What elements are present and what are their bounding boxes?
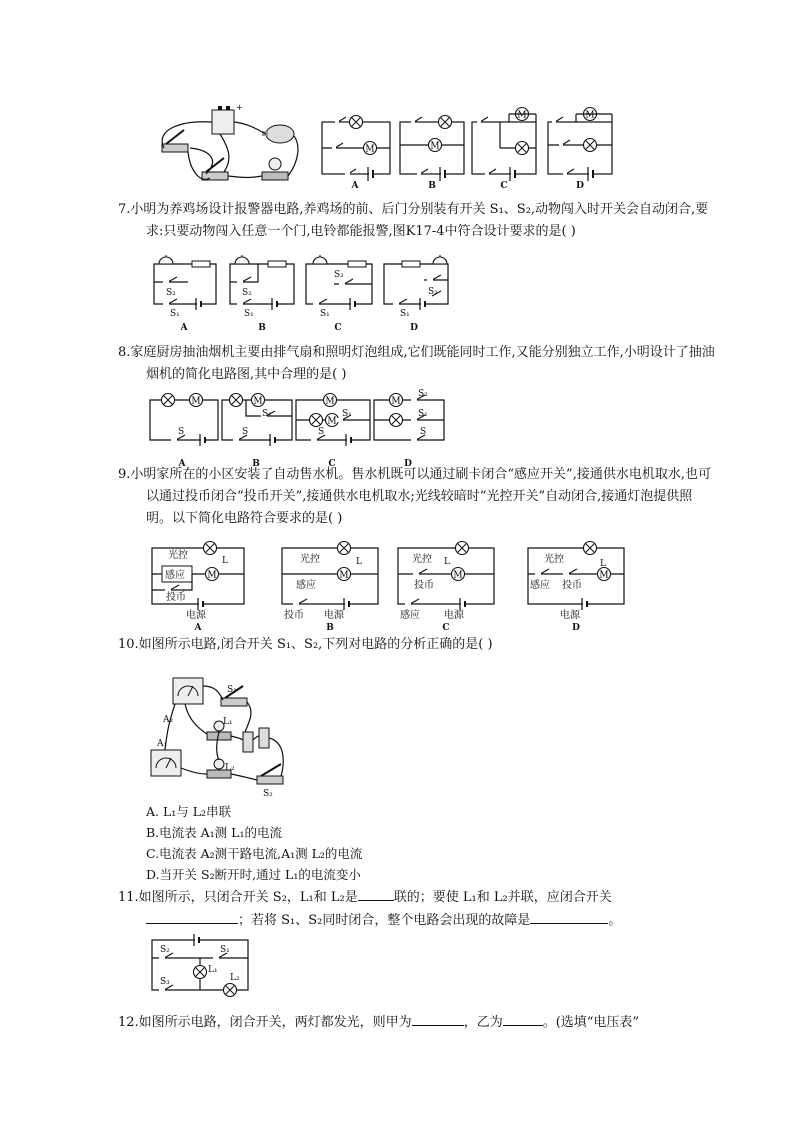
q9-caption-d: D: [572, 623, 580, 633]
q9-d-l-label: L: [600, 559, 606, 569]
q8-option-c-circuit: [296, 394, 370, 447]
q12-part2: ，乙为: [463, 1015, 503, 1030]
q8-option-b-circuit: [222, 394, 292, 447]
q6-option-c-circuit: [472, 108, 536, 182]
q7-d-s2-label: S₂: [428, 287, 438, 297]
q6-option-d-circuit: [548, 108, 612, 182]
q10-option-d[interactable]: D.当开关 S₂断开时,通过 L₁的电流变小: [146, 867, 361, 882]
q8-caption-a: A: [178, 459, 186, 469]
q11-s3-label: S₃: [160, 977, 170, 987]
q9-b-coin-label: 投币: [284, 610, 304, 621]
svg-text:+: +: [236, 103, 243, 112]
q9-b-sense-label: 感应: [296, 580, 316, 591]
q7-caption-b: B: [258, 323, 266, 333]
q8-text: 8.家庭厨房抽油烟机主要由排气扇和照明灯泡组成,它们既能同时工作,又能分别独立工作,小明设计了抽油烟机的简化电路图,其中合理的是( ): [118, 345, 715, 382]
q7-b-s2-label: S₂: [242, 288, 252, 298]
q8-b-s1-label: S₁: [262, 409, 272, 419]
q10-l2-label: L₂: [225, 763, 235, 773]
question-10: [118, 634, 718, 656]
q9-caption-c: C: [442, 623, 450, 633]
q6-option-b-circuit: [400, 116, 464, 182]
q7-caption-a: A: [180, 323, 188, 333]
q6-caption-c: C: [500, 181, 508, 191]
q12-part3: 。(选填“电压表”: [542, 1015, 640, 1030]
q12-part1: 12.如图所示电路，闭合开关，两灯都发光，则甲为: [118, 1015, 412, 1030]
question-9: [118, 464, 718, 530]
q7-a-s1-label: S₁: [170, 309, 180, 319]
q11-part3: ；若将 S₁、S₂同时闭合，整个电路会出现的故障是: [238, 913, 531, 928]
q8-caption-c: C: [328, 459, 336, 469]
q8-d-s-label: S: [420, 427, 427, 437]
question-7: [118, 199, 718, 243]
q11-s1-label: S₁: [220, 945, 230, 955]
q8-option-a-circuit: [150, 394, 218, 447]
q6-caption-b: B: [428, 181, 436, 191]
q9-caption-a: A: [194, 623, 202, 633]
question-11: [118, 886, 718, 932]
q9-c-light-label: 光控: [412, 554, 432, 565]
q7-option-c-circuit: [306, 255, 372, 310]
q8-c-s1-label: S₁: [342, 409, 352, 419]
question-12: [118, 1011, 758, 1034]
q7-d-s1-label: S₁: [400, 309, 410, 319]
q10-figure: [145, 672, 305, 802]
question-8: [118, 342, 718, 386]
q9-d-sense-label: 感应: [530, 580, 550, 591]
q7-option-a-circuit: [154, 255, 216, 310]
q10-options: [146, 801, 646, 885]
q9-a-l-label: L: [222, 556, 228, 566]
q11-s2-label: S₂: [160, 945, 170, 955]
q11-blank-3[interactable]: [530, 909, 608, 924]
q10-a1-label: A₁: [157, 739, 168, 749]
q7-caption-d: D: [410, 323, 418, 333]
q7-c-s2-label: S₂: [334, 270, 344, 280]
q9-a-sense-label: 感应: [165, 570, 185, 581]
q11-part4: 。: [608, 913, 622, 928]
q9-c-coin-label: 投币: [414, 580, 434, 591]
q6-caption-d: D: [576, 181, 584, 191]
q11-blank-1[interactable]: [358, 886, 394, 901]
q11-l2-label: L₂: [230, 973, 240, 983]
q9-c-power-label: 电源: [444, 610, 464, 621]
q10-l1-label: L₁: [223, 717, 233, 727]
q12-blank-1[interactable]: [412, 1011, 464, 1026]
q8-figure: [146, 386, 456, 471]
q9-a-power-label: 电源: [186, 610, 206, 621]
q6-caption-a: A: [351, 181, 359, 191]
q9-d-light-label: 光控: [544, 554, 564, 565]
q9-text: 9.小明家所在的小区安装了自动售水机。售水机既可以通过刷卡闭合“感应开关”,接通供水电机取水,也可以通过投币闭合“投币开关”,接通供水电机取水;光线较暗时“光控开关”自动闭合,接通灯泡提供照明。以下简化电路符合要求的是( ): [118, 467, 711, 526]
q9-b-light-label: 光控: [300, 554, 320, 565]
q8-a-s-label: S: [178, 427, 185, 437]
q6-physical-drawing: [162, 103, 298, 180]
q11-l1-label: L₁: [208, 965, 218, 975]
q7-b-s1-label: S₁: [244, 309, 254, 319]
q9-c-l-label: L: [444, 557, 450, 567]
q12-blank-2[interactable]: [503, 1011, 543, 1026]
q11-blank-2[interactable]: [146, 909, 238, 924]
q9-a-light-label: 光控: [168, 550, 188, 561]
q10-s1-label: S₁: [227, 685, 237, 695]
q9-option-c-circuit: [398, 542, 494, 611]
q9-d-power-label: 电源: [560, 610, 580, 621]
q7-option-b-circuit: [230, 255, 294, 310]
q7-caption-c: C: [334, 323, 342, 333]
q10-s2-label: S₂: [263, 789, 273, 799]
q8-caption-d: D: [404, 459, 412, 469]
q9-c-sense-label: 感应: [400, 610, 420, 621]
q10-a2-label: A₂: [163, 715, 174, 725]
q9-d-coin-label: 投币: [562, 580, 582, 591]
q7-c-s1-label: S₁: [320, 309, 330, 319]
q9-figure: [148, 538, 638, 634]
q8-caption-b: B: [252, 459, 260, 469]
q10-option-a[interactable]: A. L₁与 L₂串联: [146, 804, 232, 819]
q9-option-d-circuit: [528, 542, 624, 611]
q9-a-coin-label: 投币: [166, 592, 186, 603]
q6-figure: M + A B C D: [150, 100, 610, 195]
q10-option-c[interactable]: C.电流表 A₂测干路电流,A₁测 L₂的电流: [146, 846, 363, 861]
q7-text: 7.小明为养鸡场设计报警器电路,养鸡场的前、后门分别装有开关 S₁、S₂,动物闯入时开关会自动闭合,要求:只要动物闯入任意一个门,电铃都能报警,图K17-4中符合设计要求的是( ): [118, 202, 709, 239]
q7-a-s2-label: S₂: [166, 288, 176, 298]
q8-c-s-label: S: [318, 427, 325, 437]
q9-b-l-label: L: [356, 557, 362, 567]
q8-option-d-circuit: [374, 394, 444, 443]
q9-option-b-circuit: [282, 542, 378, 611]
q9-b-power-label: 电源: [324, 610, 344, 621]
q8-d-s1-label: S₁: [418, 409, 428, 419]
q10-text: 10.如图所示电路,闭合开关 S₁、S₂,下列对电路的分析正确的是( ): [118, 637, 493, 652]
q11-figure: [148, 932, 258, 1004]
q11-part2: 联的；要使 L₁和 L₂并联，应闭合开关: [393, 890, 612, 905]
q10-physical-drawing: [151, 678, 283, 784]
q6-option-a-circuit: [322, 116, 390, 182]
q7-figure: [148, 250, 458, 335]
q8-b-s-label: S: [242, 427, 249, 437]
q10-option-b[interactable]: B.电流表 A₁测 L₁的电流: [146, 825, 282, 840]
q8-d-s2-label: S₂: [418, 389, 428, 399]
q7-option-d-circuit: [384, 255, 448, 310]
q11-part1: 11.如图所示，只闭合开关 S₂，L₁和 L₂是: [118, 890, 358, 905]
q9-caption-b: B: [326, 623, 334, 633]
